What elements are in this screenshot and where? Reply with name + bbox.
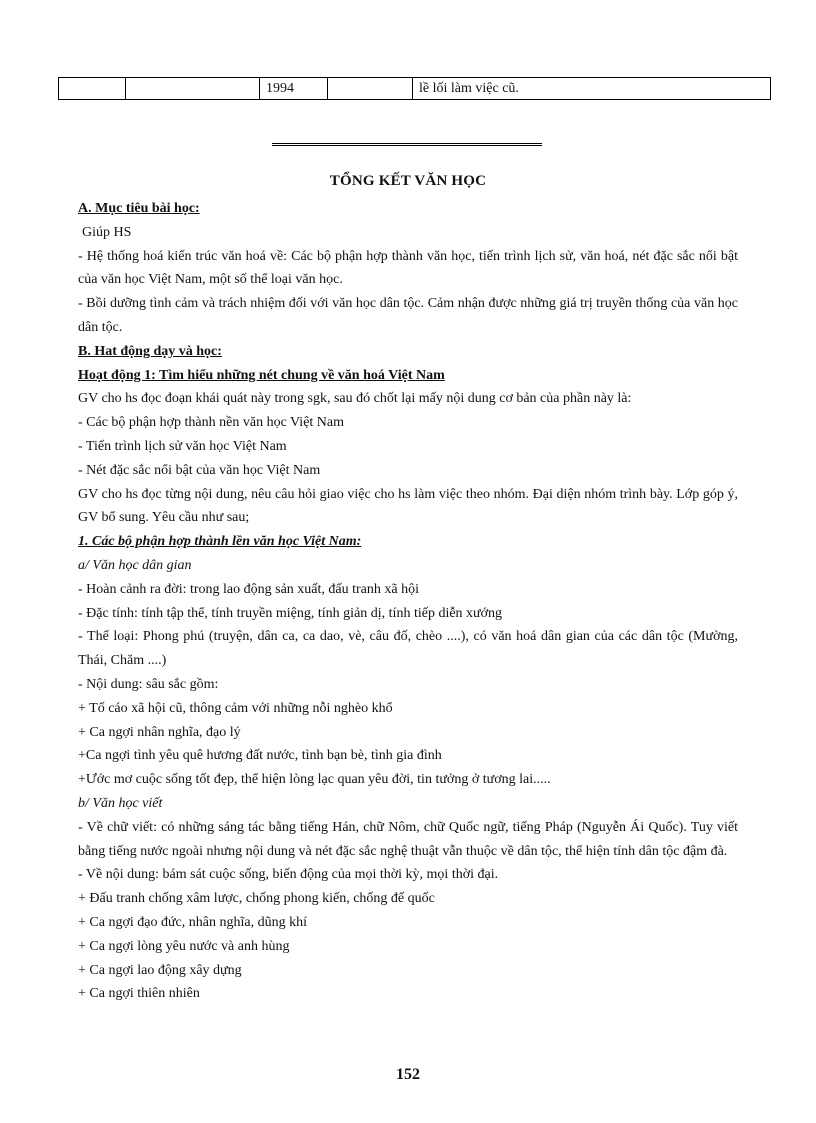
written-literature-heading: b/ Văn học viết <box>78 795 163 811</box>
section-a-heading: A. Mục tiêu bài học: <box>78 201 200 216</box>
table-row <box>59 78 771 100</box>
list-item: + Ca ngợi lao động xây dựng <box>78 962 242 978</box>
table-cell: 1994 <box>260 78 328 100</box>
paragraph: Giúp HS <box>82 224 132 240</box>
list-item: - Về chữ viết: có những sáng tác bằng tiếng Hán, chữ Nôm, chữ Quốc ngữ, tiếng Pháp (Nguyễn Ái Quốc). Tuy viết bằng tiếng nước ngoài nhưng nội dung và nét đặc sắc nghệ thuật vẫn thuộc về dân tộc, thể hiện tính dân tộc đậm đà. <box>78 819 738 859</box>
list-item: - Nét đặc sắc nổi bật của văn học Việt Nam <box>78 462 321 478</box>
table-cell: lề lối làm việc cũ. <box>413 78 771 100</box>
list-item: + Ca ngợi nhân nghĩa, đạo lý <box>78 724 241 740</box>
paragraph: - Hệ thống hoá kiến trúc văn hoá về: Các bộ phận hợp thành văn học, tiến trình lịch sử, văn hoá, nét đặc sắc nổi bật của văn học Việt Nam, một số thể loại văn học. <box>78 248 738 288</box>
activity-heading: Hoạt động 1: Tìm hiểu những nét chung về văn hoá Việt Nam <box>78 367 445 383</box>
list-item: + Ca ngợi lòng yêu nước và anh hùng <box>78 938 290 954</box>
list-item: - Thể loại: Phong phú (truyện, dân ca, ca dao, vè, câu đố, chèo ....), có văn hoá dân gian của các dân tộc (Mường, Thái, Chăm ....) <box>78 629 738 669</box>
list-item: - Đặc tính: tính tập thể, tính truyền miệng, tính giản dị, tính tiếp diễn xướng <box>78 605 503 621</box>
list-item: + Ca ngợi đạo đức, nhân nghĩa, dũng khí <box>78 914 307 930</box>
folk-literature-heading: a/ Văn học dân gian <box>78 557 192 573</box>
table-cell <box>59 78 126 100</box>
list-item: + Ca ngợi thiên nhiên <box>78 986 200 1002</box>
list-item: - Các bộ phận hợp thành nền văn học Việt Nam <box>78 415 345 431</box>
list-item: - Hoàn cảnh ra đời: trong lao động sản xuất, đấu tranh xã hội <box>78 581 419 597</box>
section-b-heading: B. Hat động dạy và học: <box>78 343 222 359</box>
list-item: - Nội dung: sâu sắc gồm: <box>78 676 219 692</box>
page-title: TỔNG KẾT VĂN HỌC <box>329 173 487 189</box>
list-item: +Ca ngợi tình yêu quê hương đất nước, tình bạn bè, tình gia đình <box>78 748 442 764</box>
paragraph: GV cho hs đọc từng nội dung, nêu câu hỏi giao việc cho hs làm việc theo nhóm. Đại diện nhóm trình bày. Lớp góp ý, GV bổ sung. Yêu cầu như sau; <box>78 486 738 526</box>
paragraph: GV cho hs đọc đoạn khái quát này trong sgk, sau đó chốt lại mấy nội dung cơ bản của phần này là: <box>78 391 632 407</box>
page-number: 152 <box>396 1066 420 1083</box>
continuation-table <box>58 77 771 100</box>
list-item: - Tiến trình lịch sử văn học Việt Nam <box>78 438 287 454</box>
list-item: +Ước mơ cuộc sống tốt đẹp, thể hiện lòng lạc quan yêu đời, tin tưởng ở tương lai..... <box>78 772 551 788</box>
list-item: - Về nội dung: bám sát cuộc sống, biến động của mọi thời kỳ, mọi thời đại. <box>78 867 499 883</box>
table-cell <box>126 78 260 100</box>
list-item: + Đấu tranh chống xâm lược, chống phong kiến, chống đế quốc <box>78 891 435 907</box>
part1-heading: 1. Các bộ phận hợp thành lền văn học Việt Nam: <box>78 534 362 550</box>
table-cell <box>328 78 413 100</box>
document-body <box>78 197 738 1006</box>
section-divider <box>272 143 542 146</box>
list-item: + Tố cáo xã hội cũ, thông cảm với những nỗi nghèo khổ <box>78 700 393 716</box>
paragraph: - Bồi dưỡng tình cảm và trách nhiệm đối với văn học dân tộc. Cảm nhận được những giá trị truyền thống của văn học dân tộc. <box>78 296 738 335</box>
